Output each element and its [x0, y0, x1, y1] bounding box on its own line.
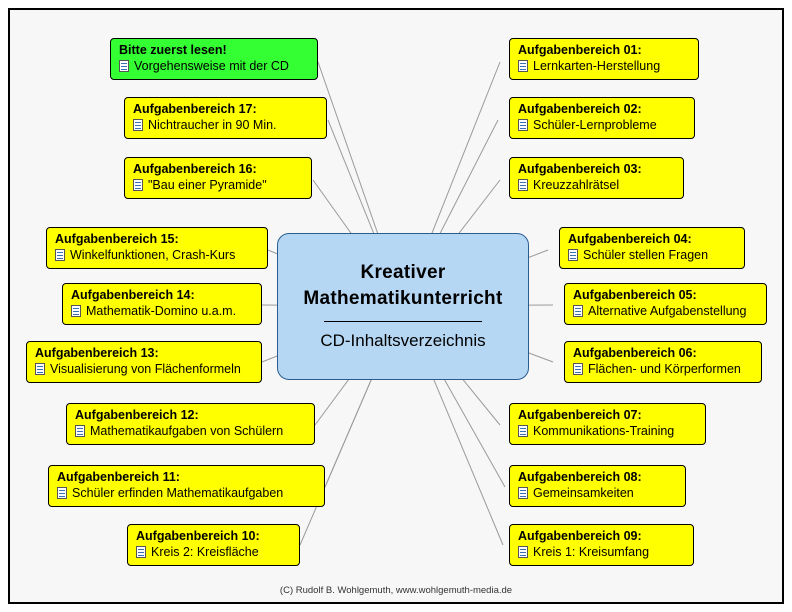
document-icon — [568, 249, 579, 262]
node-subtitle-row — [518, 486, 677, 502]
node-title: Aufgabenbereich 04: — [568, 232, 692, 246]
document-icon — [573, 363, 584, 376]
node-title: Aufgabenbereich 12: — [75, 408, 199, 422]
node-subtitle: Mathematik-Domino u.a.m. — [86, 303, 237, 318]
node-title: Aufgabenbereich 14: — [71, 288, 195, 302]
center-node[interactable] — [277, 233, 529, 380]
node-aufgabenbereich-17[interactable] — [124, 97, 327, 139]
node-subtitle: Flächen- und Körperformen — [588, 361, 741, 376]
node-subtitle: Schüler erfinden Mathematikaufgaben — [72, 485, 284, 500]
node-subtitle-row — [568, 248, 736, 264]
node-title: Aufgabenbereich 02: — [518, 102, 642, 116]
document-icon — [518, 546, 529, 559]
document-icon — [518, 119, 529, 132]
document-icon — [57, 487, 68, 500]
node-aufgabenbereich-05[interactable] — [564, 283, 767, 325]
node-title: Aufgabenbereich 03: — [518, 162, 642, 176]
center-divider — [324, 321, 482, 322]
node-subtitle: Gemeinsamkeiten — [533, 485, 634, 500]
document-icon — [55, 249, 66, 262]
node-aufgabenbereich-15[interactable] — [46, 227, 268, 269]
node-title: Aufgabenbereich 08: — [518, 470, 642, 484]
node-subtitle: Vorgehensweise mit der CD — [134, 58, 289, 73]
node-title: Aufgabenbereich 01: — [518, 43, 642, 57]
node-subtitle: Schüler stellen Fragen — [583, 247, 709, 262]
copyright-footer: (C) Rudolf B. Wohlgemuth, www.wohlgemuth-media.de — [279, 585, 513, 596]
node-title: Aufgabenbereich 06: — [573, 346, 697, 360]
node-title: Aufgabenbereich 10: — [136, 529, 260, 543]
node-title: Aufgabenbereich 05: — [573, 288, 697, 302]
node-aufgabenbereich-08[interactable] — [509, 465, 686, 507]
node-aufgabenbereich-07[interactable] — [509, 403, 706, 445]
node-subtitle-row — [133, 118, 318, 134]
node-subtitle: Kreis 2: Kreisfläche — [151, 544, 259, 559]
node-title: Aufgabenbereich 07: — [518, 408, 642, 422]
center-subtitle: CD-Inhaltsverzeichnis — [320, 331, 486, 350]
node-title: Aufgabenbereich 09: — [518, 529, 642, 543]
node-subtitle-row — [518, 545, 685, 561]
document-icon — [136, 546, 147, 559]
node-aufgabenbereich-14[interactable] — [62, 283, 262, 325]
document-icon — [573, 305, 584, 318]
node-title: Aufgabenbereich 16: — [133, 162, 257, 176]
node-subtitle-row — [35, 362, 253, 378]
node-subtitle-row — [573, 362, 753, 378]
node-subtitle-row — [55, 248, 259, 264]
document-icon — [35, 363, 46, 376]
node-aufgabenbereich-16[interactable] — [124, 157, 312, 199]
document-icon — [518, 60, 529, 73]
document-icon — [518, 179, 529, 192]
node-aufgabenbereich-01[interactable] — [509, 38, 699, 80]
node-subtitle-row — [518, 59, 690, 75]
document-icon — [518, 425, 529, 438]
node-aufgabenbereich-10[interactable] — [127, 524, 300, 566]
document-icon — [518, 487, 529, 500]
node-title: Aufgabenbereich 15: — [55, 232, 179, 246]
center-title-line1: Kreativer — [360, 262, 446, 283]
node-subtitle: Kreis 1: Kreisumfang — [533, 544, 650, 559]
node-aufgabenbereich-11[interactable] — [48, 465, 325, 507]
node-subtitle-row — [518, 118, 686, 134]
node-aufgabenbereich-09[interactable] — [509, 524, 694, 566]
node-subtitle: Winkelfunktionen, Crash-Kurs — [70, 247, 236, 262]
center-title-line2: Mathematikunterricht — [303, 288, 503, 309]
node-aufgabenbereich-04[interactable] — [559, 227, 745, 269]
node-subtitle: "Bau einer Pyramide" — [148, 177, 267, 192]
document-icon — [133, 119, 144, 132]
node-subtitle: Lernkarten-Herstellung — [533, 58, 661, 73]
node-subtitle: Alternative Aufgabenstellung — [588, 303, 747, 318]
node-aufgabenbereich-12[interactable] — [66, 403, 315, 445]
node-subtitle: Mathematikaufgaben von Schülern — [90, 423, 284, 438]
node-title: Bitte zuerst lesen! — [119, 43, 227, 57]
node-bitte-zuerst-lesen[interactable] — [110, 38, 318, 80]
node-subtitle-row — [518, 424, 697, 440]
document-icon — [133, 179, 144, 192]
node-aufgabenbereich-02[interactable] — [509, 97, 695, 139]
node-title: Aufgabenbereich 11: — [57, 470, 180, 484]
node-subtitle-row — [119, 59, 309, 75]
node-subtitle-row — [75, 424, 306, 440]
node-subtitle: Kommunikations-Training — [533, 423, 675, 438]
node-subtitle-row — [57, 486, 316, 502]
node-subtitle-row — [136, 545, 291, 561]
node-subtitle-row — [133, 178, 303, 194]
node-subtitle-row — [71, 304, 253, 320]
document-icon — [119, 60, 130, 73]
document-icon — [75, 425, 86, 438]
document-icon — [71, 305, 82, 318]
node-title: Aufgabenbereich 13: — [35, 346, 159, 360]
node-subtitle: Schüler-Lernprobleme — [533, 117, 657, 132]
node-subtitle: Kreuzzahlrätsel — [533, 177, 620, 192]
node-title: Aufgabenbereich 17: — [133, 102, 257, 116]
node-subtitle-row — [573, 304, 758, 320]
node-aufgabenbereich-13[interactable] — [26, 341, 262, 383]
node-subtitle: Visualisierung von Flächenformeln — [50, 361, 241, 376]
node-aufgabenbereich-06[interactable] — [564, 341, 762, 383]
node-subtitle-row — [518, 178, 675, 194]
node-subtitle: Nichtraucher in 90 Min. — [148, 117, 277, 132]
node-aufgabenbereich-03[interactable] — [509, 157, 684, 199]
